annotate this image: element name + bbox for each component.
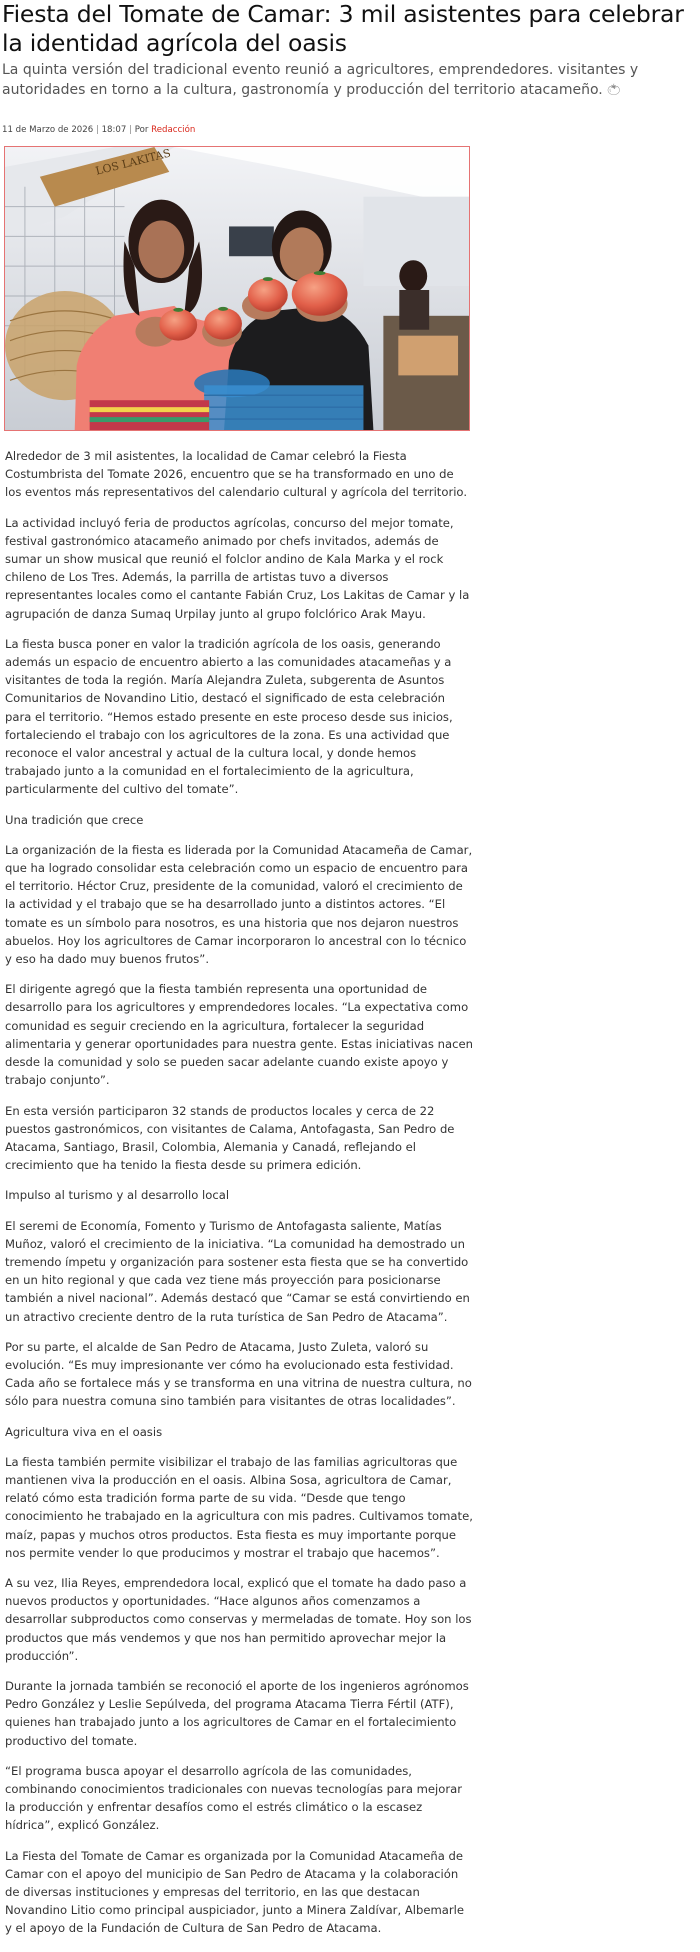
body-paragraph: El dirigente agregó que la fiesta también representa una oportunidad de desarrollo para los agricultores y emprendedores locales. “La expectativa como comunidad es seguir creciendo en la agricultura, fortalecer la seguridad alimentaria y generar oportunidades para nuestra gente. Estas iniciativas nacen desde la comunidad y solo se pueden sacar adelante cuando existe apoyo y trabajo conjunto”. [5,982,473,1088]
publish-date: 11 de Marzo de 2026 [2,125,94,135]
byline-separator: | [129,125,132,135]
body-paragraph: La organización de la fiesta es liderada por la Comunidad Atacameña de Camar, que ha logrado consolidar esta celebración como un espacio de encuentro para el territorio. Héctor Cruz, presidente de la comunidad, valoró el crecimiento de la actividad y el trabajo que se ha desarrollado junto a distintos actores. “El tomate es un símbolo para nosotros, es una historia que nos dejaron nuestros abuelos. Hoy los agricultores de Camar incorporaron lo ancestral con lo técnico y eso ha dado muy buenos frutos”. [5,842,473,967]
photo-illustration [5,147,469,430]
tomato-icon: 🍅︎ [606,83,621,96]
body-paragraph: El seremi de Economía, Fomento y Turismo de Antofagasta saliente, Matías Muñoz, valoró el crecimiento de la iniciativa. “La comunidad ha demostrado un tremendo ímpetu y organización para sostener esta fiesta que se ha convertido en un hito regional y que cada vez tiene más proyección para posicionarse también a nivel nacional”. Además destacó que “Camar se está convirtiendo en un atractivo creciente dentro de la ruta turística de San Pedro de Atacama”. [5,1218,470,1324]
author-link[interactable]: Redacción [151,125,196,135]
section-heading: Impulso al turismo y al desarrollo local [5,1188,230,1203]
body-paragraph: La fiesta también permite visibilizar el trabajo de las familias agricultoras que mantienen viva la producción en el oasis. Albina Sosa, agricultora de Camar, relató cómo esta tradición forma parte de su vida. “Desde que tengo conocimiento he trabajado en la agricultura con mis padres. Cultivamos tomate, maíz, papas y muchos otros productos. Esta fiesta es muy importante porque nos permite vender lo que producimos y mostrar el trabajo que hacemos”. [5,1454,473,1560]
headline: Fiesta del Tomate de Camar: 3 mil asistentes para celebrar la identidad agrícola del oasis [2,0,684,57]
byline [2,124,195,136]
article-body [5,447,473,1950]
body-paragraph: La Fiesta del Tomate de Camar es organizada por la Comunidad Atacameña de Camar con el apoyo del municipio de San Pedro de Atacama y la colaboración de diversas instituciones y empresas del territorio, en las que destacan Novandino Litio como principal auspiciador, junto a Minera Zaldívar, Albemarle y el apoyo de la Fundación de Cultura de San Pedro de Atacama. [5,1848,464,1936]
summary-text: La quinta versión del tradicional evento reunió a agricultores, emprendedores. visitantes y autoridades en torno a la cultura, gastronomía y producción del territorio atacameño. [2,62,639,98]
section-heading: Una tradición que crece [5,812,144,827]
body-paragraph: La fiesta busca poner en valor la tradición agrícola de los oasis, generando además un espacio de encuentro abierto a las comunidades atacameñas y a visitantes de toda la región. María Alejandra Zuleta, subgerenta de Asuntos Comunitarios de Novandino Litio, destacó el significado de esta celebración para el territorio. “Hemos estado presente en este proceso desde sus inicios, fortaleciendo el trabajo con los agricultores de la zona. Es una actividad que reconoce el valor ancestral y actual de la cultura local, y donde hemos trabajado junto a la comunidad en el fortalecimiento de la agricultura, particularmente del cultivo del tomate”. [5,636,453,797]
body-paragraph: A su vez, Ilia Reyes, emprendedora local, explicó que el tomate ha dado paso a nuevos productos y oportunidades. “Hace algunos años comenzamos a desarrollar subproductos como conservas y mermeladas de tomate. Hoy son los productos que más vendemos y que nos han permitido aprovechar mejor la producción”. [5,1575,472,1663]
body-paragraph: “El programa busca apoyar el desarrollo agrícola de las comunidades, combinando conocimientos tradicionales con nuevas tecnologías para mejorar la producción y enfrentar desafíos como el estrés climático o la escasez hídrica”, explicó González. [5,1763,463,1833]
article-summary [2,60,692,100]
section-heading: Agricultura viva en el oasis [5,1424,163,1439]
byline-separator: | [95,125,99,135]
article-photo [4,146,470,431]
body-paragraph: En esta versión participaron 32 stands de productos locales y cerca de 22 puestos gastronómicos, con visitantes de Calama, Antofagasta, San Pedro de Atacama, Santiago, Brasil, Colombia, Alemania y Canadá, reflejando el crecimiento que ha tenido la fiesta desde su primera edición. [5,1103,455,1173]
body-paragraph: Alrededor de 3 mil asistentes, la localidad de Camar celebró la Fiesta Costumbrista del Tomate 2026, encuentro que se ha transformado en uno de los eventos más representativos del calendario cultural y agrícola del territorio. [5,449,468,500]
publish-time: 18:07 [101,125,127,135]
author-prefix: Por [134,125,149,135]
body-paragraph: Durante la jornada también se reconoció el aporte de los ingenieros agrónomos Pedro González y Leslie Sepúlveda, del programa Atacama Tierra Fértil (ATF), quienes han trabajado junto a los agricultores de Camar en el fortalecimiento productivo del tomate. [5,1678,469,1748]
banner-sign-text: LOS LAKITAS [94,147,172,178]
body-paragraph: Por su parte, el alcalde de San Pedro de Atacama, Justo Zuleta, valoró su evolución. “Es muy impresionante ver cómo ha evolucionado esta festividad. Cada año se fortalece más y se transforma en una vitrina de nuestra cultura, no sólo para nuestra comuna sino también para visitantes de otras localidades”. [5,1339,472,1409]
body-paragraph: La actividad incluyó feria de productos agrícolas, concurso del mejor tomate, festival gastronómico atacameño animado por chefs invitados, además de sumar un show musical que reunió el folclor andino de Kala Marka y el rock chileno de Los Tres. Además, la parrilla de artistas tuvo a diversos representantes locales como el cantante Fabián Cruz, Los Lakitas de Camar y la agrupación de danza Sumaq Urpilay junto al grupo folclórico Arak Mayu. [5,515,470,621]
